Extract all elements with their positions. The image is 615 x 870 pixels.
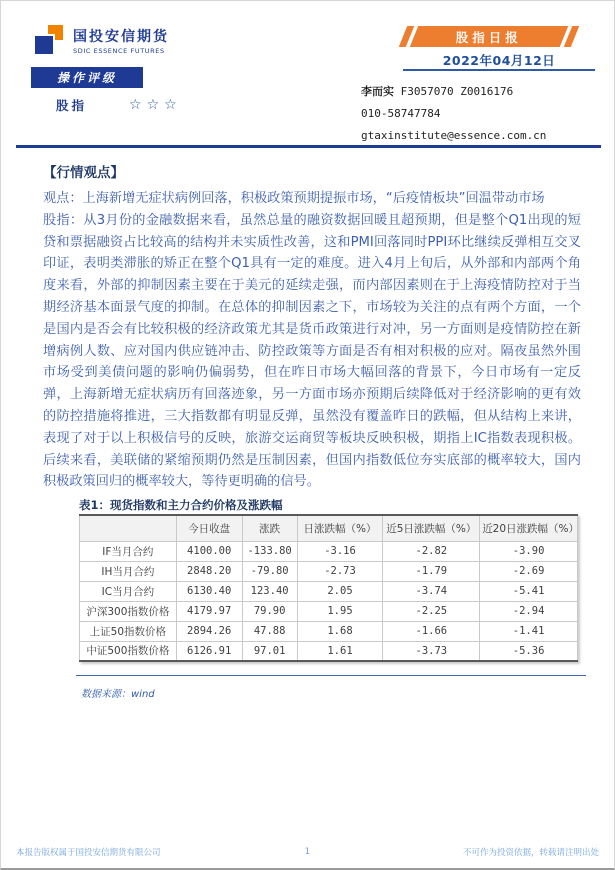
table-row [80,641,578,661]
table-bottom-divider [76,675,586,676]
date-underline [403,69,595,71]
cell-5d-pct: -2.25 [383,601,480,621]
table-row [80,601,578,621]
col-header-day-pct: 日涨跌幅（%） [297,515,383,541]
table-row [80,541,578,561]
cell-close: 2894.26 [176,621,242,641]
footer-disclaimer: 不可作为投资依据，转载请注明出处 [462,848,599,858]
banner-main [410,26,568,47]
row-label: 中证500指数价格 [80,641,177,661]
analyst-email: gtaxinstitute@essence.com.cn [361,129,547,142]
company-name-cn: 国投安信期货 [73,29,169,45]
cell-close: 4100.00 [176,541,242,561]
rating-box: 操作评级 [31,67,143,88]
cell-5d-pct: -1.79 [383,561,480,581]
cell-20d-pct: -2.69 [480,561,578,581]
cell-change: 79.90 [242,601,297,621]
logo-blue-square [35,36,53,54]
cell-5d-pct: -3.74 [383,581,480,601]
cell-day-pct: 1.95 [297,601,383,621]
analyst-block [361,81,546,147]
cell-close: 4179.97 [176,601,242,621]
cell-change: 123.40 [242,581,297,601]
data-source-note: 数据来源：wind [81,689,155,700]
report-title-banner [403,26,575,47]
company-name-en: SDIC ESSENCE FUTURES [73,47,165,55]
row-label: 上证50指数价格 [80,621,177,641]
cell-close: 6126.91 [176,641,242,661]
table-header-row [80,515,578,541]
cell-close: 6130.40 [176,581,242,601]
cell-day-pct: 1.68 [297,621,383,641]
cell-5d-pct: -1.66 [383,621,480,641]
header-divider [16,145,601,148]
rating-stars: ☆☆☆ [129,97,182,113]
col-header-blank [80,515,177,541]
analysis-text: 股指：从3月份的金融数据来看，虽然总量的融资数据回暖且超预期，但是整个Q1出现的短贷和票据融资占比较高的结构并未实质性改善，这和PMI回落同时PPI环比继续反弹相互交叉印证，表明类滞胀的矫正在整个Q1具有一定的难度。进入4月上旬后，从外部和内部两个角度来看，外部的抑制因素主要在于美元的延续走强，而内部因素则在于上海疫情防控对于当期经济基本面景气度的抑制。在总体的抑制因素之下，市场较为关注的点有两个方面，一个是国内是否会有比较积极的经济政策尤其是货币政策进行对冲，另一方面则是疫情防控在新增病例人数、应对国内供应链冲击、防控政策等方面是否有相对积极的应对。隔夜虽然外围市场受到美债问题的影响仍偏弱势，但在昨日市场大幅回落的背景下，今日市场有一定反弹，上海新增无症状病历有回落迹象，另一方面市场亦预期后续降低对于经济影响的更有效的防控措施将推进，三大指数都有明显反弹，虽然没有覆盖昨日的跌幅，但从结构上来讲，表现了对于以上积极信号的反映，旅游交运商贸等板块反映积极，期指上IC指数表现积极。后续来看，美联储的紧缩预期仍然是压制因素，但国内指数低位夯实底部的概率较大，国内积极政策回归的概率较大，等待更明确的信号。 [43,212,581,490]
cell-change: -79.80 [242,561,297,581]
table-row [80,561,578,581]
view-summary-line: 观点：上海新增无症状病例回落，积极政策预期提振市场，“后疫情板块”回温带动市场 [43,191,545,206]
company-logo [35,24,169,57]
report-date: 2022年04月12日 [442,53,556,68]
row-label: IC当月合约 [80,581,177,601]
table-caption: 表1：现货指数和主力合约价格及涨跌幅 [79,498,283,512]
cell-day-pct: 1.61 [297,641,383,661]
cell-20d-pct: -5.41 [480,581,578,601]
cell-20d-pct: -5.36 [480,641,578,661]
footer-copyright: 本报告版权属于国投安信期货有限公司 [16,848,161,858]
row-label: IF当月合约 [80,541,177,561]
cell-20d-pct: -3.90 [480,541,578,561]
cell-day-pct: -3.16 [297,541,383,561]
col-header-change: 涨跌 [242,515,297,541]
table-row [80,581,578,601]
cell-20d-pct: -1.41 [480,621,578,641]
row-label: 沪深300指数价格 [80,601,177,621]
cell-20d-pct: -2.94 [480,601,578,621]
cell-5d-pct: -3.73 [383,641,480,661]
cell-change: -133.80 [242,541,297,561]
cell-change: 97.01 [242,641,297,661]
section-title: 【行情观点】 [43,165,124,181]
page-number: 1 [304,847,311,857]
analyst-phone: 010-58747784 [361,107,441,120]
col-header-5d-pct: 近5日涨跌幅（%） [383,515,480,541]
cell-day-pct: 2.05 [297,581,383,601]
page-footer [16,846,599,858]
analyst-name-line [361,81,546,103]
company-logo-icon [35,24,66,57]
market-view-paragraph [43,188,581,493]
analyst-codes: F3057070 Z0016176 [400,85,514,98]
cell-change: 47.88 [242,621,297,641]
analyst-name: 李而实 [361,85,394,98]
price-table [79,514,578,662]
cell-close: 2848.20 [176,561,242,581]
row-label: IH当月合约 [80,561,177,581]
col-header-close: 今日收盘 [176,515,242,541]
report-title: 股指日报 [455,29,522,45]
col-header-20d-pct: 近20日涨跌幅（%） [480,515,578,541]
category-row [56,96,182,114]
category-label: 股指 [56,98,88,113]
cell-day-pct: -2.73 [297,561,383,581]
cell-5d-pct: -2.82 [383,541,480,561]
table-row [80,621,578,641]
